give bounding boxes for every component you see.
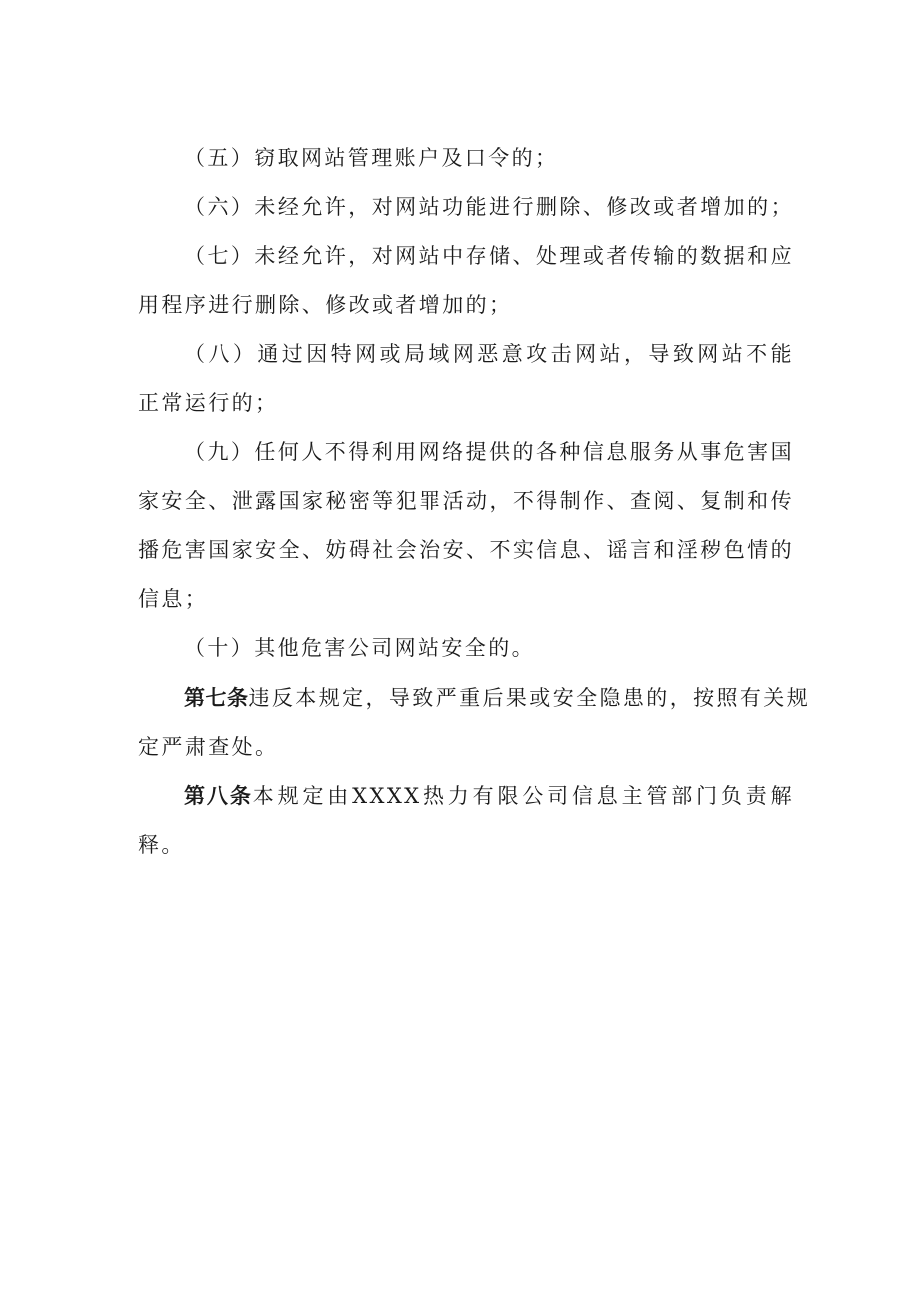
clause-9-line-3: 播危害国家安全、妨碍社会治安、不实信息、谣言和淫秽色情的	[138, 538, 794, 562]
clause-5: （五）窃取网站管理账户及口令的；	[184, 146, 559, 170]
clause-10: （十）其他危害公司网站安全的。	[184, 636, 535, 660]
clause-7-line-1: （七）未经允许，对网站中存储、处理或者传输的数据和应	[184, 244, 794, 268]
clause-8-line-2: 正常运行的；	[138, 391, 279, 415]
article-7-line-2: 定严肃查处。	[138, 735, 279, 759]
clause-7-line-2: 用程序进行删除、修改或者增加的；	[138, 293, 513, 317]
article-8-label: 第八条	[184, 784, 253, 808]
article-8-line-1	[184, 781, 794, 811]
clause-9-line-1: （九）任何人不得利用网络提供的各种信息服务从事危害国	[184, 440, 794, 464]
article-7-line-1	[184, 683, 811, 713]
article-7-text: 违反本规定，导致严重后果或安全隐患的，按照有关规	[248, 686, 811, 710]
clause-9-line-2: 家安全、泄露国家秘密等犯罪活动，不得制作、查阅、复制和传	[138, 489, 794, 513]
article-8-line-2: 释。	[138, 833, 185, 857]
article-7-label: 第七条	[184, 686, 249, 710]
clause-9-line-4: 信息；	[138, 587, 209, 611]
clause-6: （六）未经允许，对网站功能进行删除、修改或者增加的；	[184, 195, 794, 219]
clause-8-line-1: （八）通过因特网或局域网恶意攻击网站，导致网站不能	[184, 342, 794, 366]
article-8-text: 本规定由XXXX热力有限公司信息主管部门负责解	[252, 784, 795, 808]
